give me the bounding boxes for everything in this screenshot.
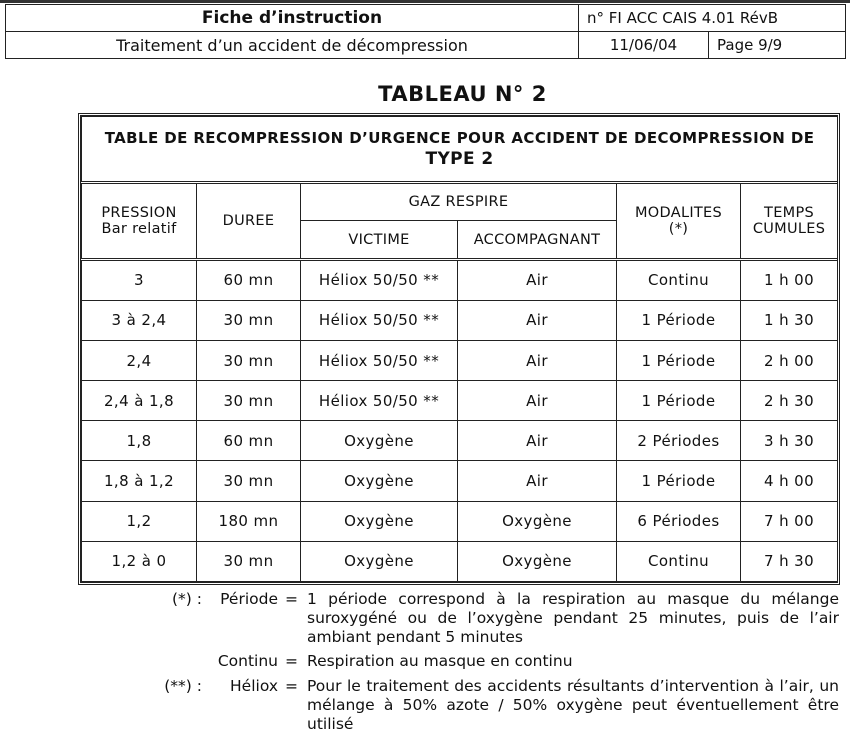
recompression-table: [81, 116, 838, 582]
cell-temps: 2 h 00: [741, 340, 838, 380]
cell-duree: 30 mn: [197, 300, 301, 340]
header-accompagnant: ACCOMPAGNANT: [458, 221, 617, 259]
cell-pression: 3: [82, 259, 197, 300]
cell-victime: Oxygène: [301, 461, 458, 501]
header-temps: [741, 183, 838, 259]
footnote-equals: =: [285, 590, 298, 608]
cell-accompagnant: Air: [458, 259, 617, 300]
cell-duree: 60 mn: [197, 259, 301, 300]
cell-duree: 30 mn: [197, 340, 301, 380]
cell-temps: 3 h 30: [741, 421, 838, 461]
cell-temps: 1 h 30: [741, 300, 838, 340]
recompression-table-frame: [78, 113, 840, 585]
table-row: [82, 461, 838, 501]
document-title: Fiche d’instruction: [6, 5, 579, 32]
table-body: [82, 259, 838, 581]
cell-duree: 180 mn: [197, 501, 301, 541]
document-date: 11/06/04: [579, 32, 709, 59]
header-temps-sub: CUMULES: [752, 220, 826, 237]
cell-pression: 1,8: [82, 421, 197, 461]
footnote-text: 1 période correspond à la respiration au masque du mélange suroxygéné ou de l’oxygène pendant 25 minutes, puis de l’air ambiant pendant 5 minutes: [307, 590, 839, 646]
footnote-marker: (*) :: [172, 590, 202, 608]
table-row: [82, 381, 838, 421]
footnote-term: Continu: [217, 652, 278, 670]
cell-modalites: 1 Période: [617, 461, 741, 501]
cell-temps: 4 h 00: [741, 461, 838, 501]
page-top-border: [0, 0, 850, 3]
cell-victime: Héliox 50/50 **: [301, 259, 458, 300]
cell-modalites: Continu: [617, 259, 741, 300]
cell-duree: 30 mn: [197, 541, 301, 581]
table-caption: [82, 117, 838, 183]
cell-modalites: 2 Périodes: [617, 421, 741, 461]
cell-temps: 2 h 30: [741, 381, 838, 421]
footnote-equals: =: [285, 677, 298, 695]
cell-accompagnant: Air: [458, 300, 617, 340]
header-modalites: [617, 183, 741, 259]
cell-accompagnant: Air: [458, 381, 617, 421]
footnote-text: Pour le traitement des accidents résultants d’intervention à l’air, un mélange à 50% azote / 50% oxygène peut éventuellement être utilisé: [307, 677, 839, 733]
document-header: [5, 4, 846, 59]
cell-pression: 1,2 à 0: [82, 541, 197, 581]
cell-duree: 30 mn: [197, 381, 301, 421]
cell-modalites: 1 Période: [617, 340, 741, 380]
footnote-term: Période: [220, 590, 278, 608]
header-modalites-label: MODALITES: [634, 204, 723, 221]
footnote-text: Respiration au masque en continu: [307, 652, 573, 670]
cell-modalites: Continu: [617, 541, 741, 581]
cell-victime: Oxygène: [301, 501, 458, 541]
header-temps-label: TEMPS: [764, 204, 815, 221]
table-caption-line1: TABLE DE RECOMPRESSION D’URGENCE POUR ACCIDENT DE DECOMPRESSION DE: [104, 129, 815, 148]
page-number: Page 9/9: [709, 32, 846, 59]
table-row: [82, 541, 838, 581]
document-subtitle: Traitement d’un accident de décompression: [6, 32, 579, 59]
cell-pression: 3 à 2,4: [82, 300, 197, 340]
footnote-equals: =: [285, 652, 298, 670]
header-pression-label: PRESSION: [101, 204, 177, 221]
header-pression: [82, 183, 197, 259]
header-gaz-respire: GAZ RESPIRE: [301, 183, 617, 221]
cell-accompagnant: Air: [458, 421, 617, 461]
table-row: [82, 501, 838, 541]
cell-pression: 1,2: [82, 501, 197, 541]
cell-victime: Oxygène: [301, 421, 458, 461]
table-row: [82, 300, 838, 340]
cell-victime: Héliox 50/50 **: [301, 381, 458, 421]
cell-victime: Héliox 50/50 **: [301, 340, 458, 380]
cell-pression: 2,4: [82, 340, 197, 380]
header-pression-unit: Bar relatif: [101, 220, 177, 237]
cell-pression: 1,8 à 1,2: [82, 461, 197, 501]
header-modalites-note: (*): [668, 220, 689, 237]
table-caption-line2: TYPE 2: [425, 149, 494, 170]
cell-accompagnant: Air: [458, 461, 617, 501]
document-reference: n° FI ACC CAIS 4.01 RévB: [579, 5, 846, 32]
table-row: [82, 259, 838, 300]
table-row: [82, 340, 838, 380]
cell-modalites: 1 Période: [617, 300, 741, 340]
cell-modalites: 1 Période: [617, 381, 741, 421]
table-title: TABLEAU N° 2: [378, 82, 547, 106]
cell-modalites: 6 Périodes: [617, 501, 741, 541]
cell-duree: 60 mn: [197, 421, 301, 461]
footnote-term: Héliox: [230, 677, 278, 695]
cell-victime: Oxygène: [301, 541, 458, 581]
table-row: [82, 421, 838, 461]
cell-accompagnant: Oxygène: [458, 541, 617, 581]
cell-temps: 1 h 00: [741, 259, 838, 300]
cell-victime: Héliox 50/50 **: [301, 300, 458, 340]
cell-duree: 30 mn: [197, 461, 301, 501]
cell-accompagnant: Air: [458, 340, 617, 380]
cell-temps: 7 h 30: [741, 541, 838, 581]
cell-temps: 7 h 00: [741, 501, 838, 541]
header-duree: DUREE: [197, 183, 301, 259]
cell-pression: 2,4 à 1,8: [82, 381, 197, 421]
header-victime: VICTIME: [301, 221, 458, 259]
cell-accompagnant: Oxygène: [458, 501, 617, 541]
footnote-marker: (**) :: [164, 677, 202, 695]
